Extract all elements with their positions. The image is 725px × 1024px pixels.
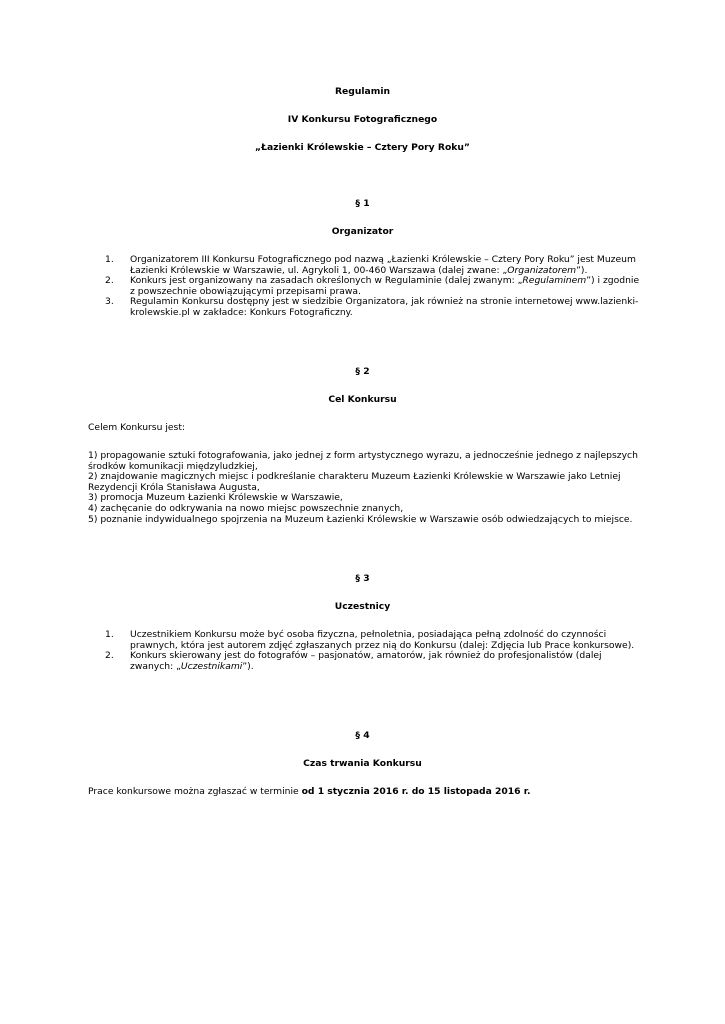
section-2-heading: Cel Konkursu (328, 394, 397, 405)
section-2-intro: Celem Konkursu jest: (88, 422, 186, 433)
goal-item: 5) poznanie indywidualnego spojrzenia na Muzeum Łazienki Królewskie w Warszawie osób odwiedzających to miejsce. (88, 513, 633, 525)
section-3-mark: § 3 (355, 573, 370, 584)
goal-item: 4) zachęcanie do odkrywania na nowo miejsc powszechnie znanych, (88, 502, 404, 514)
document-title: Regulamin (334, 86, 391, 97)
section-1-list (105, 255, 640, 319)
goal-item: 2) znajdowanie magicznych miejsc i podkreślanie charakteru Muzeum Łazienki Królewskie w Warszawie jako Letniej Rezydencji Króla Stanisława Augusta, (88, 471, 621, 493)
list-number: 2. (105, 650, 114, 662)
list-tail: ”) i zgodnie z powszechnie obowiązującymi przepisami prawa. (130, 275, 640, 297)
list-tail: ”). (242, 660, 254, 672)
section-4-text (88, 787, 648, 798)
section-1-heading: Organizator (331, 226, 394, 237)
list-number: 1. (105, 629, 114, 640)
list-text: Regulamin Konkursu dostępny jest w siedzibie Organizatora, jak również na stronie internetowej www.lazienki-krolewskie.pl w zakładce: Konkurs Fotograficzny. (130, 296, 639, 318)
list-text: Uczestnikiem Konkursu może być osoba fizyczna, pełnoletnia, posiadająca pełną zdolność do czynności prawnych, która jest autorem zdjęć zgłaszanych przez nią do Konkursu (dalej: Zdjęcia lub Prace konkursowe). (130, 629, 635, 651)
list-emphasis: Organizatorem (507, 264, 577, 276)
goal-item: 1) propagowanie sztuki fotografowania, jako jednej z form artystycznego wyrazu, a jednocześnie jednego z najlepszych środków komunikacji międzyludzkiej, (88, 450, 638, 472)
list-item (105, 255, 640, 276)
section-2-goals (88, 451, 648, 525)
list-text: Konkurs jest organizowany na zasadach określonych w Regulaminie (dalej zwanym: „ (130, 275, 523, 287)
section-1-mark: § 1 (355, 198, 370, 209)
section-3-list (105, 630, 640, 672)
list-text: Konkurs skierowany jest do fotografów – pasjonatów, amatorów, jak również do profesjonalistów (dalej zwanych: „ (130, 650, 602, 672)
list-item (105, 651, 640, 672)
list-emphasis: Regulaminem (522, 275, 587, 287)
list-item (105, 276, 640, 297)
list-tail: ”). (576, 264, 588, 276)
document-subtitle: IV Konkursu Fotograficznego (287, 114, 438, 125)
period-text: Prace konkursowe można zgłaszać w terminie (88, 786, 302, 797)
list-item (105, 297, 640, 318)
list-item (105, 630, 640, 651)
section-4-heading: Czas trwania Konkursu (303, 758, 422, 769)
contest-name: „Łazienki Królewskie – Cztery Pory Roku” (255, 142, 470, 153)
list-number: 1. (105, 254, 114, 265)
section-3-heading: Uczestnicy (334, 601, 391, 612)
section-4-mark: § 4 (355, 730, 370, 741)
goal-item: 3) promocja Muzeum Łazienki Królewskie w Warszawie, (88, 492, 343, 504)
list-text: Organizatorem III Konkursu Fotograficznego pod nazwą „Łazienki Królewskie – Cztery Pory Roku” jest Muzeum Łazienki Królewskie w Warszawie, ul. Agrykoli 1, 00-460 Warszawa (dalej zwane: „ (130, 254, 636, 276)
period-dates: od 1 stycznia 2016 r. do 15 listopada 2016 r. (301, 786, 531, 797)
section-2-mark: § 2 (355, 366, 370, 377)
list-emphasis: Uczestnikami (180, 660, 243, 672)
list-number: 3. (105, 296, 114, 308)
list-number: 2. (105, 275, 114, 287)
